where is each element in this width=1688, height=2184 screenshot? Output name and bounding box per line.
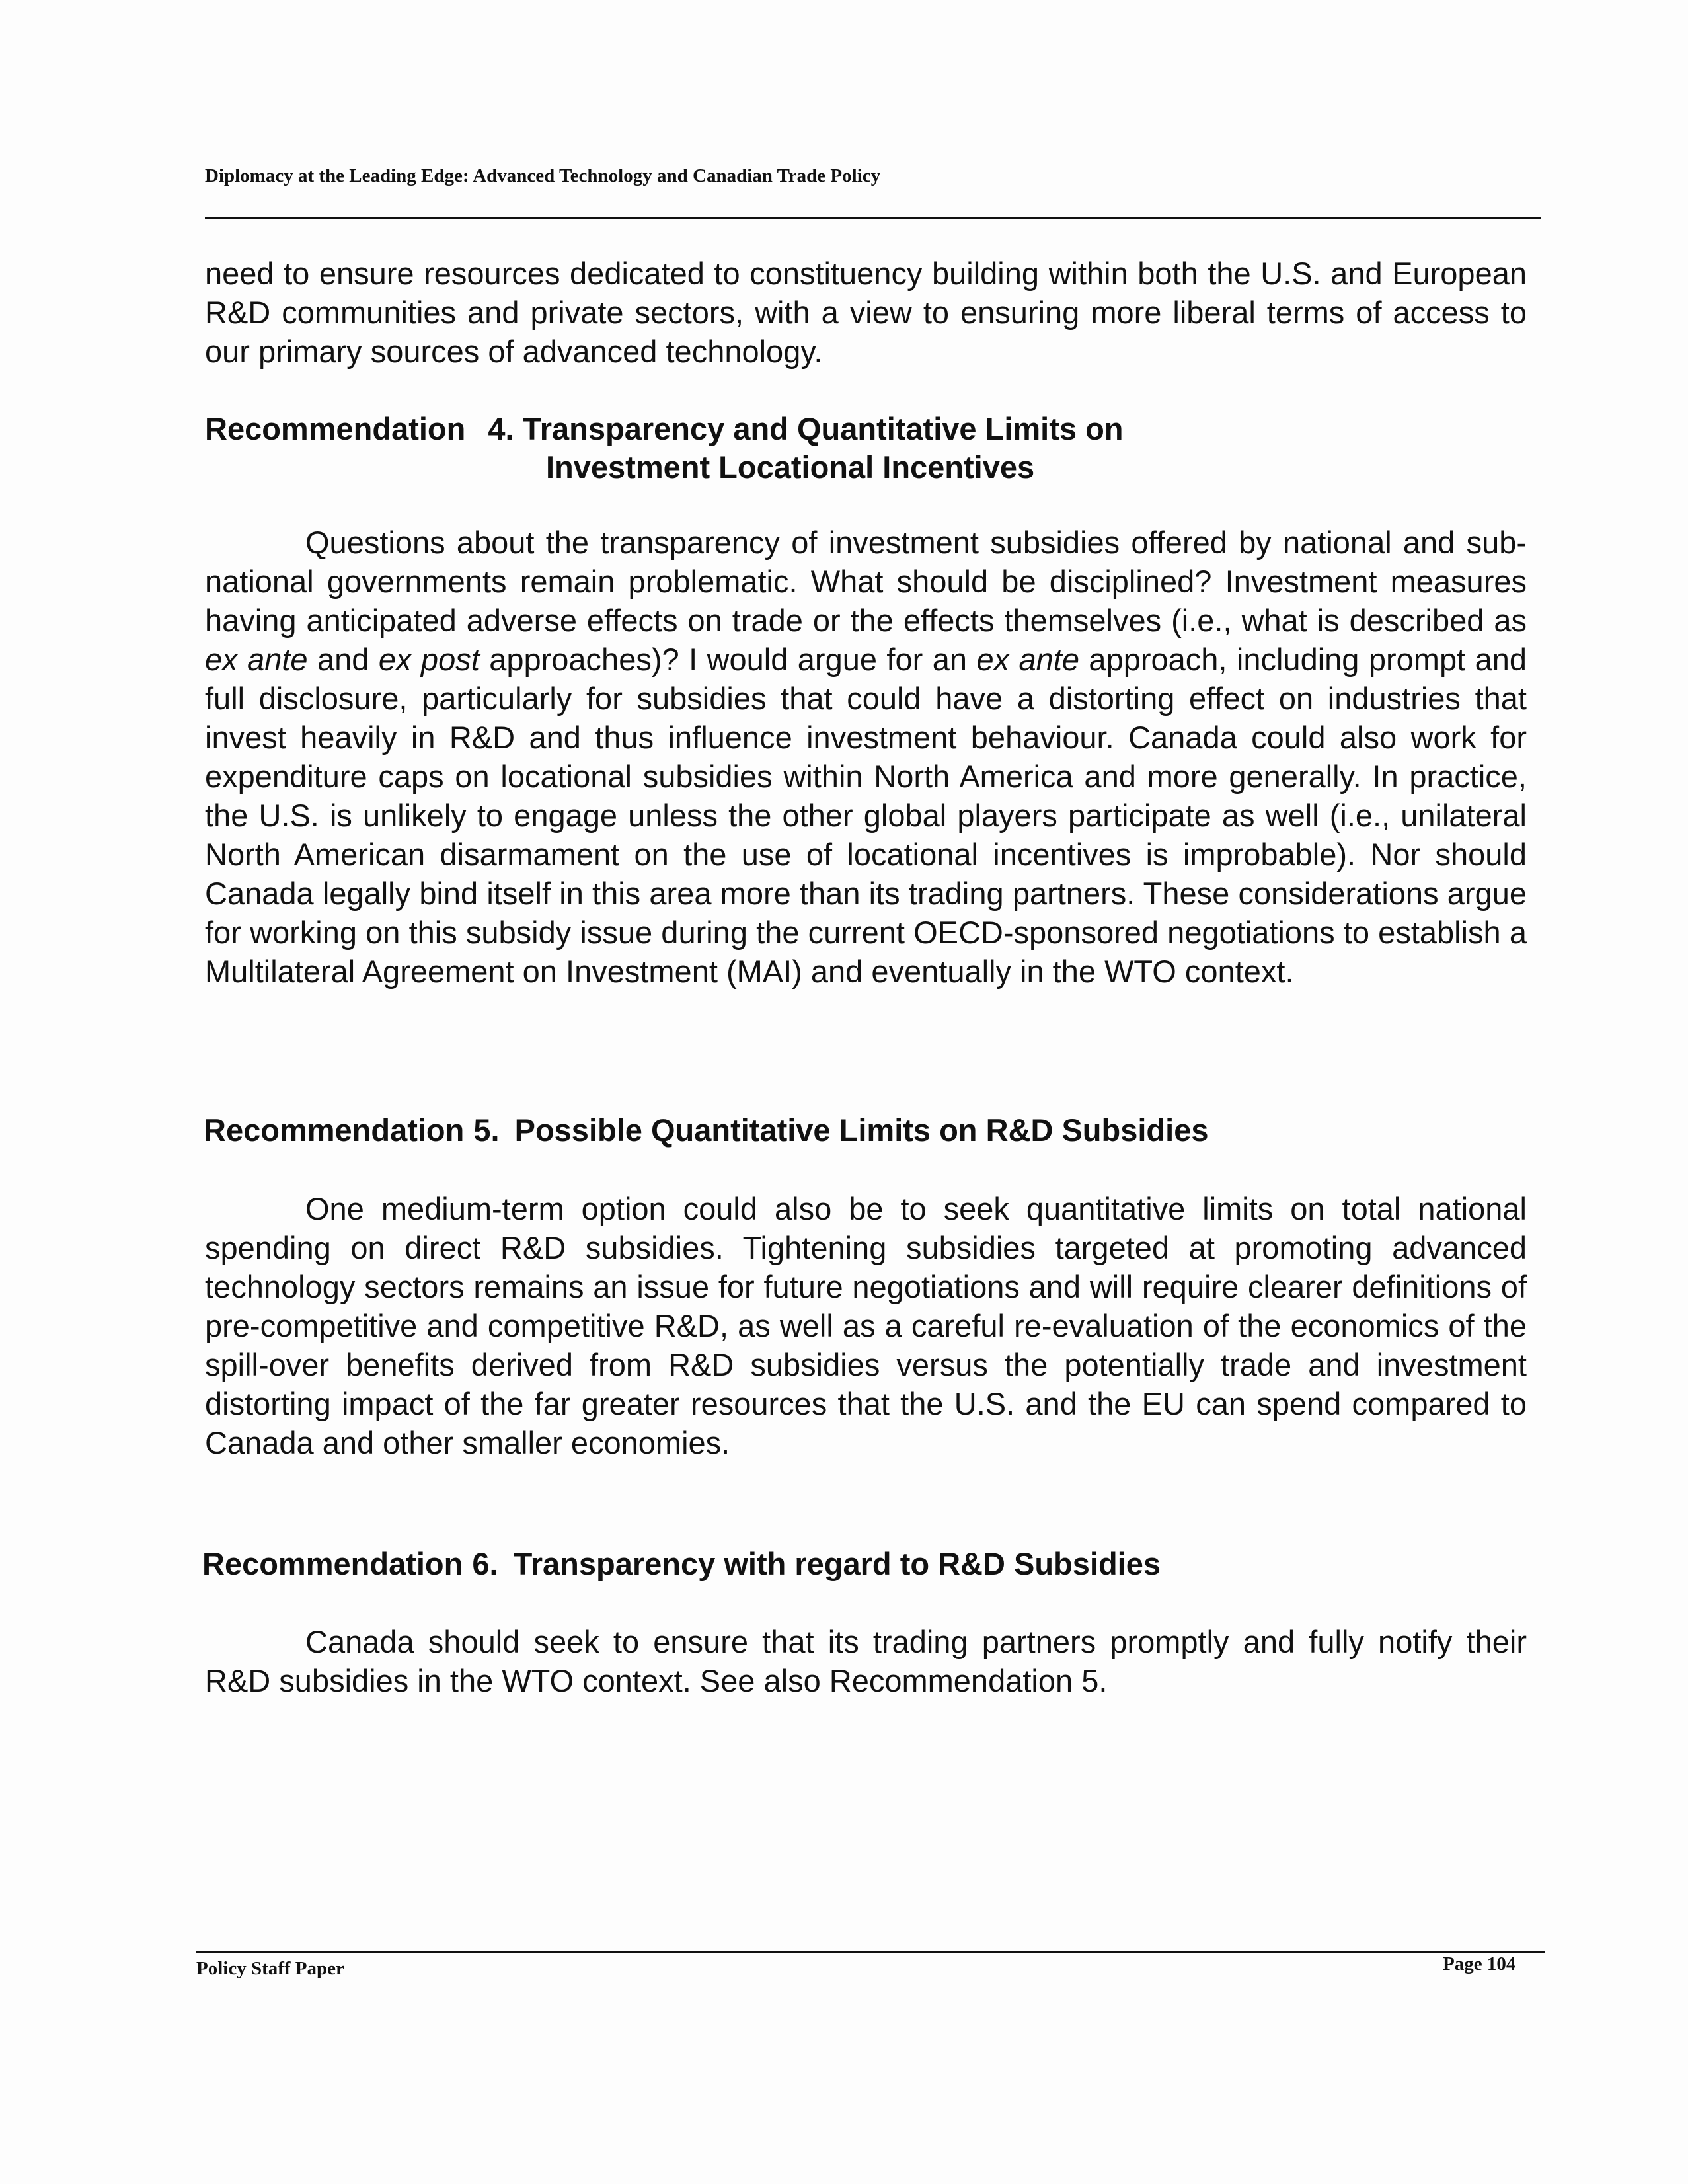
recommendation-number: 6. [472,1546,498,1581]
recommendation-4-heading-line2: Investment Locational Incentives [546,449,1035,485]
recommendation-label: Recommendation [202,1546,463,1581]
italic-term: ex ante [205,642,308,677]
recommendation-5-heading [204,1111,1208,1150]
recommendation-6-paragraph: Canada should seek to ensure that its trading partners promptly and fully notify their R&D subsidies in the WTO context. See also Recommendation 5. [205,1624,1527,1698]
recommendation-4-paragraph [205,523,1527,991]
text-run: and [307,642,379,677]
italic-term: ex post [378,642,480,677]
recommendation-number: 4. [488,411,514,446]
text-run: approach, including prompt and full disclosure, particularly for subsidies that could have a distorting effect on industries that invest heavily in R&D and thus influence investment behaviour. Canada could also work for expenditure caps on locational subsidies within North America and more generally. In practice, the U.S. is unlikely to engage unless the other global players participate as well (i.e., unilateral North American disarmament on the use of locational incentives is improbable). Nor should Canada legally bind itself in this area more than its trading partners. These considerations argue for working on this subsidy issue during the current OECD-sponsored negotiations to establish a Multilateral Agreement on Investment (MAI) and eventually in the WTO context. [205,642,1527,989]
page-number: Page 104 [1443,1953,1516,1974]
recommendation-number: 5. [473,1112,500,1148]
recommendation-title: Transparency and Quantitative Limits on [522,411,1124,446]
recommendation-label: Recommendation [205,411,466,446]
footer-rule [196,1951,1545,1953]
recommendation-title: Possible Quantitative Limits on R&D Subsidies [514,1112,1209,1148]
recommendation-6-heading [202,1545,1161,1583]
intro-paragraph: need to ensure resources dedicated to constituency building within both the U.S. and European R&D communities and private sectors, with a view to ensuring more liberal terms of access to our primary sources of advanced technology. [205,256,1527,369]
recommendation-title: Transparency with regard to R&D Subsidies [513,1546,1161,1581]
running-header: Diplomacy at the Leading Edge: Advanced Technology and Canadian Trade Policy [205,165,881,186]
italic-term: ex ante [976,642,1079,677]
recommendation-5-paragraph: One medium-term option could also be to seek quantitative limits on total national spending on direct R&D subsidies. Tightening subsidies targeted at promoting advanced technology sectors remains an issue for future negotiations and will require clearer definitions of pre-competitive and competitive R&D, as well as a careful re-evaluation of the economics of the spill-over benefits derived from R&D subsidies versus the potentially trade and investment distorting impact of the far greater resources that the U.S. and the EU can spend compared to Canada and other smaller economies. [205,1191,1527,1460]
footer-publication: Policy Staff Paper [196,1958,344,1979]
text-run: approaches)? I would argue for an [479,642,977,677]
text-run: Questions about the transparency of investment subsidies offered by national and sub-national governments remain problematic. What should be disciplined? Investment measures having anticipated adverse effects on trade or the effects themselves (i.e., what is described as [205,525,1527,638]
recommendation-4-heading [205,410,1124,448]
recommendation-label: Recommendation [204,1112,465,1148]
header-rule [205,217,1541,219]
